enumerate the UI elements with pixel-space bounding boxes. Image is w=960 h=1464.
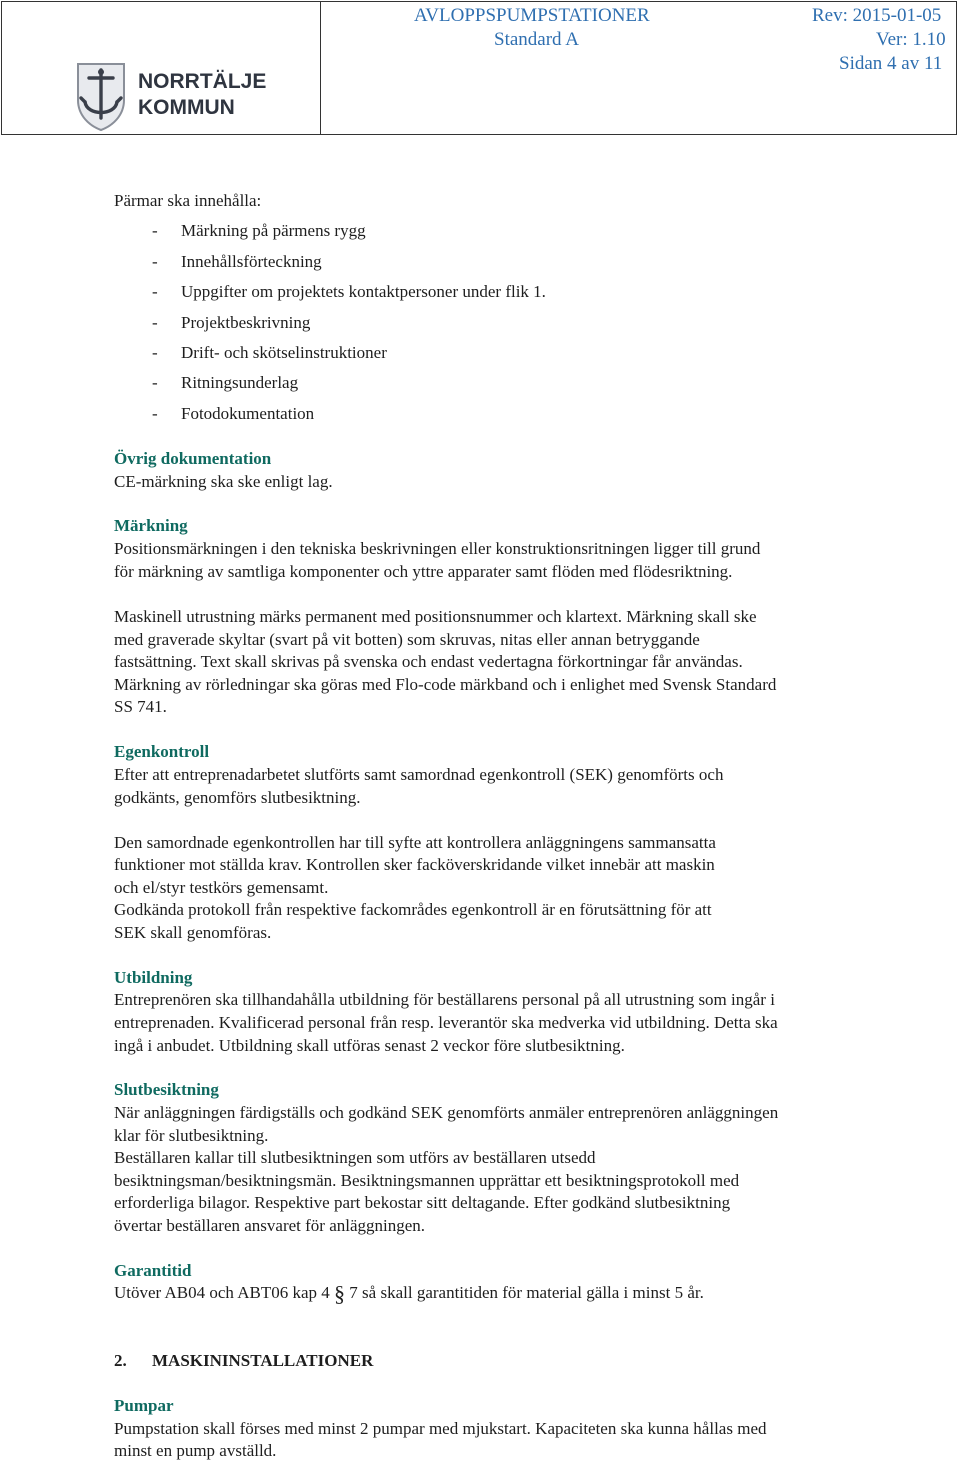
utbildning-line: ingå i anbudet. Utbildning skall utföras senast 2 veckor före slutbesiktning. [114, 1036, 625, 1055]
revision: Rev: 2015-01-05 [812, 5, 942, 26]
garantitid-text-after: 7 så skall garantitiden för material gälla i minst 5 år. [345, 1283, 704, 1302]
slutbesiktning-line: När anläggningen färdigställs och godkänd SEK genomförts anmäler entreprenören anläggningen [114, 1103, 779, 1122]
markning-p1-line: för märkning av samtliga komponenter och yttre apparater samt flöden med flödesriktning. [114, 562, 733, 581]
garantitid-heading: Garantitid [114, 1261, 192, 1280]
slutbesiktning-line: Beställaren kallar till slutbesiktningen som utförs av beställaren utsedd [114, 1148, 596, 1167]
bullet-dash: - [152, 343, 158, 362]
slutbesiktning-line: besiktningsman/besiktningsmän. Besiktningsmannen upprättar ett besiktningsprotokoll med [114, 1171, 740, 1190]
utbildning-line: entreprenaden. Kvalificerad personal från resp. leverantör ska medverka vid utbildning. Detta ska [114, 1013, 778, 1032]
slutbesiktning-heading: Slutbesiktning [114, 1080, 219, 1099]
markning-p2-line: Märkning av rörledningar ska göras med Flo-code märkband och i enlighet med Svensk Standard [114, 675, 777, 694]
version: Ver: 1.10 [876, 29, 946, 50]
garantitid-text [114, 1281, 704, 1306]
bullet-dash: - [152, 221, 158, 240]
egenkontroll-heading: Egenkontroll [114, 742, 210, 761]
bullet-dash: - [152, 282, 158, 301]
logo-line1: NORRTÄLJE [138, 70, 267, 93]
page-number: Sidan 4 av 11 [839, 53, 943, 74]
list-item: Projektbeskrivning [181, 313, 311, 332]
egenkontroll-p2-line: funktioner mot ställda krav. Kontrollen sker facköverskridande vilket innebär att maskin [114, 855, 715, 874]
markning-heading: Märkning [114, 516, 188, 535]
slutbesiktning-line: övertar beställaren ansvaret för anläggningen. [114, 1216, 426, 1235]
parmar-intro: Pärmar ska innehålla: [114, 191, 262, 210]
pumpar-line: minst en pump avställd. [114, 1441, 277, 1460]
ovrig-heading: Övrig dokumentation [114, 449, 272, 468]
standard: Standard A [494, 29, 579, 50]
bullet-dash: - [152, 404, 158, 423]
egenkontroll-p1-line: Efter att entreprenadarbetet slutförts samt samordnad egenkontroll (SEK) genomförts och [114, 765, 724, 784]
markning-p2-line: fastsättning. Text skall skrivas på svenska och endast vedertagna förkortningar får användas. [114, 652, 743, 671]
garantitid-text-before: Utöver AB04 och ABT06 kap 4 [114, 1283, 335, 1302]
slutbesiktning-line: erforderliga bilagor. Respektive part bekostar sitt deltagande. Efter godkänd slutbesiktning [114, 1193, 731, 1212]
egenkontroll-p2-line: Den samordnade egenkontrollen har till syfte att kontrollera anläggningens sammansatta [114, 833, 716, 852]
norrtalje-kommun-logo [72, 60, 272, 132]
pumpar-heading: Pumpar [114, 1396, 174, 1415]
egenkontroll-p2-line: och el/styr testkörs gemensamt. [114, 878, 329, 897]
bullet-dash: - [152, 313, 158, 332]
bullet-dash: - [152, 373, 158, 392]
slutbesiktning-line: klar för slutbesiktning. [114, 1126, 269, 1145]
utbildning-heading: Utbildning [114, 968, 193, 987]
markning-p2-line: med graverade skyltar (svart på vit botten) som skruvas, nitas eller annan betryggande [114, 630, 700, 649]
markning-p2-line: SS 741. [114, 697, 167, 716]
bullet-dash: - [152, 252, 158, 271]
utbildning-line: Entreprenören ska tillhandahålla utbildning för beställarens personal på all utrustning som ingår i [114, 990, 775, 1009]
section-sign: § [334, 1281, 346, 1306]
egenkontroll-p2-line: SEK skall genomföras. [114, 923, 272, 942]
list-item: Innehållsförteckning [181, 252, 322, 271]
doc-title: AVLOPPSPUMPSTATIONER [414, 5, 650, 26]
logo-line2: KOMMUN [138, 96, 235, 119]
egenkontroll-p2-line: Godkända protokoll från respektive fackområdes egenkontroll är en förutsättning för att [114, 900, 712, 919]
ovrig-text: CE-märkning ska ske enligt lag. [114, 472, 333, 491]
section-number: 2. [114, 1351, 127, 1370]
markning-p2-line: Maskinell utrustning märks permanent med positionsnummer och klartext. Märkning skall ske [114, 607, 757, 626]
list-item: Fotodokumentation [181, 404, 315, 423]
egenkontroll-p1-line: godkänts, genomförs slutbesiktning. [114, 788, 361, 807]
header-divider [320, 1, 321, 135]
list-item: Märkning på pärmens rygg [181, 221, 366, 240]
markning-p1-line: Positionsmärkningen i den tekniska beskrivningen eller konstruktionsritningen ligger till grund [114, 539, 761, 558]
list-item: Drift- och skötselinstruktioner [181, 343, 387, 362]
section-title: MASKININSTALLATIONER [152, 1351, 374, 1370]
pumpar-line: Pumpstation skall förses med minst 2 pumpar med mjukstart. Kapaciteten ska kunna hållas med [114, 1419, 767, 1438]
list-item: Uppgifter om projektets kontaktpersoner under flik 1. [181, 282, 546, 301]
list-item: Ritningsunderlag [181, 373, 299, 392]
